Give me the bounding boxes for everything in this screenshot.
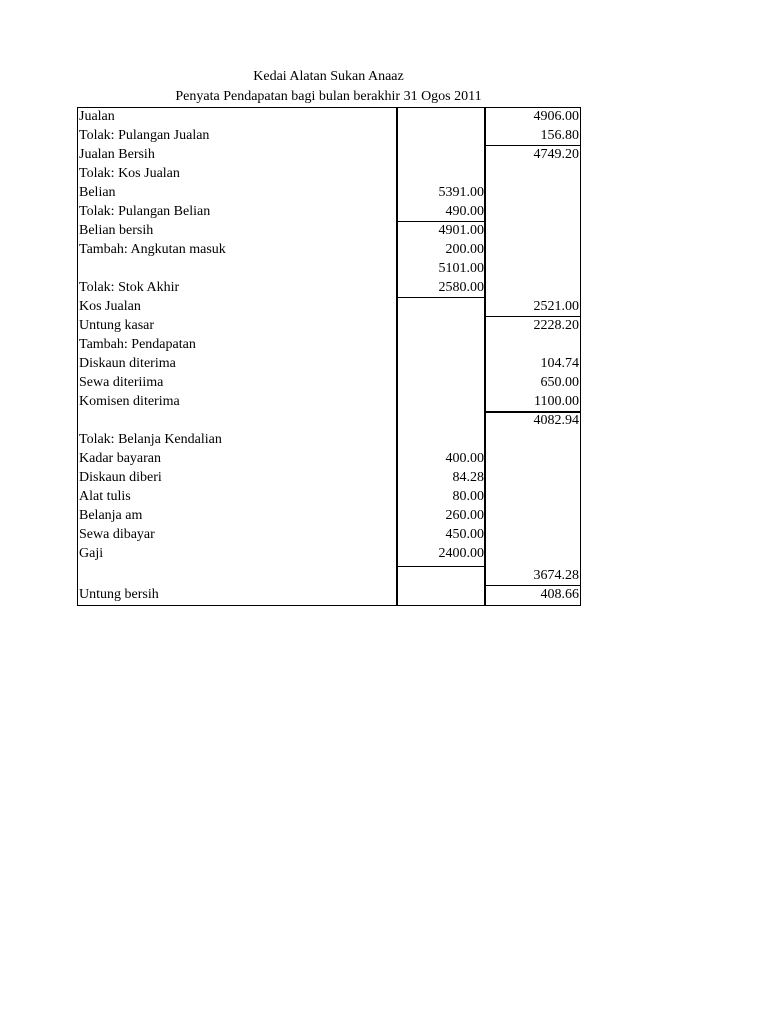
table-row	[77, 411, 581, 430]
row-subamount	[397, 585, 484, 604]
table-row	[77, 297, 581, 316]
table-row	[77, 487, 581, 506]
row-subamount: 400.00	[445, 451, 484, 466]
row-subamount	[397, 316, 484, 335]
row-label: Tambah: Pendapatan	[79, 337, 196, 352]
table-row	[77, 506, 581, 525]
table-row	[77, 259, 581, 278]
row-subamount	[397, 430, 484, 449]
row-amount	[486, 164, 579, 183]
row-label	[79, 259, 395, 278]
row-label: Kadar bayaran	[79, 451, 162, 466]
row-label: Sewa dibayar	[79, 527, 155, 542]
row-label: Untung bersih	[79, 587, 159, 602]
table-row	[77, 107, 581, 126]
table-row	[77, 202, 581, 221]
row-amount	[486, 183, 579, 202]
table-row	[77, 354, 581, 373]
row-subamount	[397, 411, 484, 430]
table-row	[77, 145, 581, 164]
row-amount	[486, 240, 579, 259]
row-label: Tambah: Angkutan masuk	[79, 242, 226, 257]
row-subamount	[397, 566, 484, 585]
table-row	[77, 468, 581, 487]
row-subamount: 4901.00	[438, 223, 484, 238]
row-subamount	[397, 335, 484, 354]
table-row	[77, 585, 581, 604]
row-label: Tolak: Pulangan Jualan	[79, 128, 210, 143]
row-amount	[486, 506, 579, 525]
row-amount	[486, 430, 579, 449]
row-label: Diskaun diterima	[79, 356, 176, 371]
row-label	[79, 411, 395, 430]
row-amount: 4906.00	[533, 109, 579, 124]
row-subamount	[397, 392, 484, 411]
row-subamount: 200.00	[445, 242, 484, 257]
row-amount	[486, 544, 579, 563]
table-row	[77, 430, 581, 449]
row-amount	[486, 449, 579, 468]
row-amount: 2228.20	[533, 318, 579, 333]
row-amount	[486, 278, 579, 297]
row-amount: 104.74	[540, 356, 579, 371]
row-label: Diskaun diberi	[79, 470, 162, 485]
row-label: Jualan Bersih	[79, 147, 155, 162]
table-row	[77, 392, 581, 411]
row-amount: 4749.20	[533, 147, 579, 162]
table-row	[77, 525, 581, 544]
row-amount: 1100.00	[534, 394, 579, 409]
row-amount: 408.66	[540, 587, 579, 602]
statement-subtitle: Penyata Pendapatan bagi bulan berakhir 31 Ogos 2011	[175, 89, 482, 104]
row-label: Komisen diterima	[79, 394, 180, 409]
row-label: Alat tulis	[79, 489, 131, 504]
table-row	[77, 373, 581, 392]
row-amount	[486, 259, 579, 278]
row-amount	[486, 221, 579, 240]
row-subamount	[397, 164, 484, 183]
statement-company-title: Kedai Alatan Sukan Anaaz	[253, 69, 404, 84]
row-label: Belian bersih	[79, 223, 154, 238]
row-subamount: 84.28	[452, 470, 484, 485]
row-label: Jualan	[79, 109, 115, 124]
row-subamount: 260.00	[445, 508, 484, 523]
row-amount: 3674.28	[533, 568, 579, 583]
row-subamount	[397, 145, 484, 164]
table-row	[77, 183, 581, 202]
row-label: Tolak: Stok Akhir	[79, 280, 180, 295]
row-amount: 4082.94	[533, 413, 579, 428]
row-subamount: 2400.00	[438, 546, 484, 561]
row-subamount: 450.00	[445, 527, 484, 542]
row-label: Tolak: Pulangan Belian	[79, 204, 211, 219]
table-row	[77, 221, 581, 240]
row-label: Belian	[79, 185, 116, 200]
row-label	[79, 566, 395, 585]
income-statement-table	[77, 107, 581, 606]
row-amount	[486, 525, 579, 544]
row-subamount	[397, 297, 484, 316]
row-amount: 156.80	[540, 128, 579, 143]
row-amount: 2521.00	[533, 299, 579, 314]
row-label: Tolak: Belanja Kendalian	[79, 432, 222, 447]
table-row	[77, 566, 581, 585]
table-row	[77, 335, 581, 354]
row-label: Tolak: Kos Jualan	[79, 166, 180, 181]
row-amount	[486, 487, 579, 506]
row-subamount: 490.00	[445, 204, 484, 219]
row-subamount	[397, 354, 484, 373]
row-label: Kos Jualan	[79, 299, 141, 314]
table-bottom-border	[77, 605, 581, 606]
row-label: Sewa diteriima	[79, 375, 164, 390]
row-subamount	[397, 107, 484, 126]
row-label: Gaji	[79, 546, 104, 561]
table-row	[77, 126, 581, 145]
table-row	[77, 316, 581, 335]
table-row	[77, 164, 581, 183]
row-subamount: 5391.00	[438, 185, 484, 200]
row-subamount	[397, 126, 484, 145]
table-row	[77, 544, 581, 563]
table-row	[77, 449, 581, 468]
row-amount: 650.00	[540, 375, 579, 390]
row-subamount	[397, 373, 484, 392]
row-subamount: 2580.00	[438, 280, 484, 295]
table-row	[77, 278, 581, 297]
row-label: Untung kasar	[79, 318, 155, 333]
row-amount	[486, 468, 579, 487]
row-subamount: 5101.00	[438, 261, 484, 276]
row-amount	[486, 202, 579, 221]
table-row	[77, 240, 581, 259]
row-label: Belanja am	[79, 508, 143, 523]
row-amount	[486, 335, 579, 354]
row-subamount: 80.00	[452, 489, 484, 504]
